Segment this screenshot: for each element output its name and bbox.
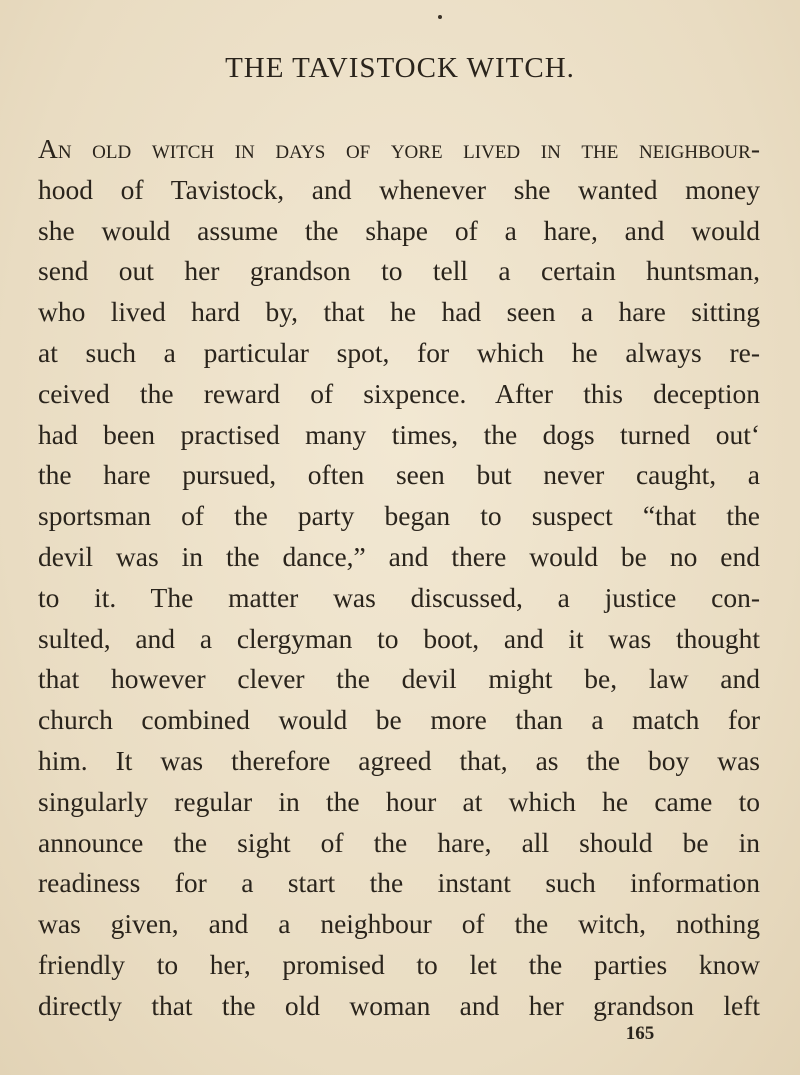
ink-speck bbox=[438, 15, 442, 19]
text-line: to it. The matter was discussed, a justice con- bbox=[38, 581, 760, 613]
text-line: send out her grandson to tell a certain huntsman, bbox=[38, 255, 760, 287]
text-line: ceived the reward of sixpence. After this deception bbox=[38, 377, 760, 409]
text-line-content: An old witch in days of yore lived in the neighbour- bbox=[38, 133, 760, 164]
text-line: directly that the old woman and her grandson left bbox=[38, 989, 760, 1021]
text-line: sportsman of the party began to suspect “that the bbox=[38, 500, 760, 532]
text-line: who lived hard by, that he had seen a hare sitting bbox=[38, 296, 760, 328]
text-line: church combined would be more than a match for bbox=[38, 704, 760, 736]
text-line: readiness for a start the instant such information bbox=[38, 867, 760, 899]
body-text bbox=[38, 129, 760, 1027]
text-line: had been practised many times, the dogs turned out‘ bbox=[38, 418, 760, 450]
text-line: at such a particular spot, for which he always re- bbox=[38, 336, 760, 368]
text-line: was given, and a neighbour of the witch, nothing bbox=[38, 908, 760, 940]
text-line: sulted, and a clergyman to boot, and it was thought bbox=[38, 622, 760, 654]
text-line bbox=[38, 129, 760, 170]
text-line: singularly regular in the hour at which he came to bbox=[38, 785, 760, 817]
text-line: hood of Tavistock, and whenever she wanted money bbox=[38, 173, 760, 205]
text-line: she would assume the shape of a hare, and would bbox=[38, 214, 760, 246]
text-line: announce the sight of the hare, all should be in bbox=[38, 826, 760, 858]
text-line: that however clever the devil might be, law and bbox=[38, 663, 760, 695]
text-line: friendly to her, promised to let the parties know bbox=[38, 948, 760, 980]
text-line: the hare pursued, often seen but never caught, a bbox=[38, 459, 760, 491]
text-line: devil was in the dance,” and there would be no end bbox=[38, 540, 760, 572]
chapter-title: THE TAVISTOCK WITCH. bbox=[225, 52, 575, 84]
page-number: 165 bbox=[625, 1023, 655, 1044]
text-line: him. It was therefore agreed that, as the boy was bbox=[38, 744, 760, 776]
